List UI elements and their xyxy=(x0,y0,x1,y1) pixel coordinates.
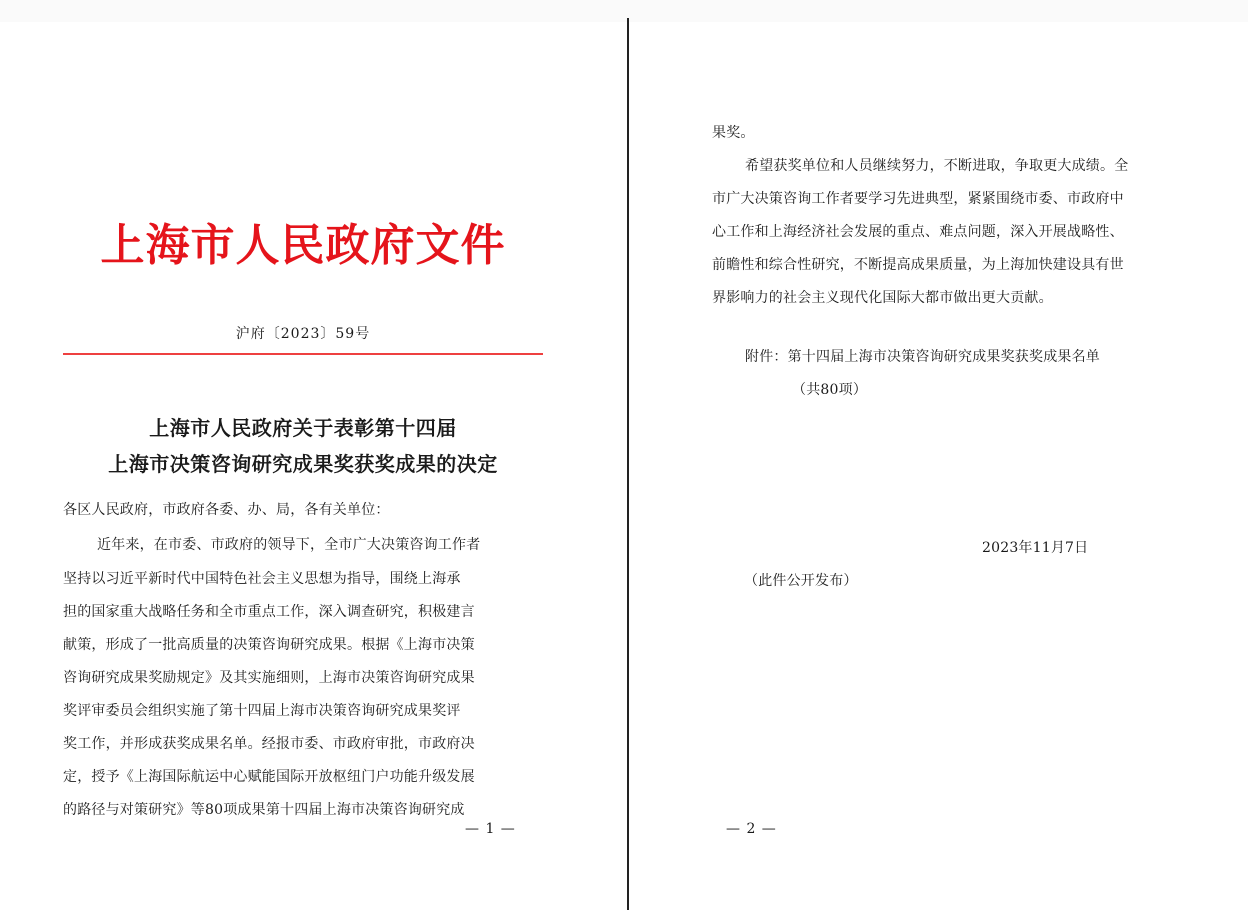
body-line: 奖评审委员会组织实施了第十四届上海市决策咨询研究成果奖评 xyxy=(63,703,461,719)
body-line: 心工作和上海经济社会发展的重点、难点问题，深入开展战略性、 xyxy=(712,224,1124,240)
attachment-line: 附件：第十四届上海市决策咨询研究成果奖获奖成果名单 xyxy=(745,349,1100,365)
body-line: 的路径与对策研究》等80项成果第十四届上海市决策咨询研究成 xyxy=(63,802,465,818)
body-line: 前瞻性和综合性研究，不断提高成果质量，为上海加快建设具有世 xyxy=(712,257,1124,273)
page-number: — 1 — xyxy=(465,821,516,837)
body-line: 定，授予《上海国际航运中心赋能国际开放枢纽门户功能升级发展 xyxy=(63,769,475,785)
body-line: 希望获奖单位和人员继续努力，不断进取，争取更大成绩。全 xyxy=(745,158,1129,174)
issue-date: 2023年11月7日 xyxy=(982,540,1089,556)
body-line: 近年来，在市委、市政府的领导下，全市广大决策咨询工作者 xyxy=(97,537,481,553)
salutation: 各区人民政府，市政府各委、办、局，各有关单位： xyxy=(63,502,390,518)
decision-title-line-2: 上海市决策咨询研究成果奖获奖成果的决定 xyxy=(108,452,498,476)
body-line: 市广大决策咨询工作者要学习先进典型，紧紧围绕市委、市政府中 xyxy=(712,191,1124,207)
document-header-title: 上海市人民政府文件 xyxy=(100,220,506,271)
body-line: 坚持以习近平新时代中国特色社会主义思想为指导，围绕上海承 xyxy=(63,571,461,587)
red-header-rule xyxy=(63,353,543,355)
document-number: 沪府〔2023〕59号 xyxy=(235,326,371,342)
body-line: 奖工作，并形成获奖成果名单。经报市委、市政府审批，市政府决 xyxy=(63,736,475,752)
publish-note: （此件公开发布） xyxy=(744,573,858,589)
body-line: 界影响力的社会主义现代化国际大都市做出更大贡献。 xyxy=(712,290,1053,306)
body-line: 献策，形成了一批高质量的决策咨询研究成果。根据《上海市决策 xyxy=(63,637,475,653)
page-number: — 2 — xyxy=(726,821,777,837)
document-page-2 xyxy=(630,0,1248,921)
decision-title-line-1: 上海市人民政府关于表彰第十四届 xyxy=(149,416,457,440)
page-divider xyxy=(627,18,629,910)
body-line: 咨询研究成果奖励规定》及其实施细则，上海市决策咨询研究成果 xyxy=(63,670,475,686)
body-line: 果奖。 xyxy=(712,125,755,141)
attachment-count: （共80项） xyxy=(792,382,868,398)
decision-title xyxy=(62,410,544,482)
body-line: 担的国家重大战略任务和全市重点工作，深入调查研究，积极建言 xyxy=(63,604,475,620)
